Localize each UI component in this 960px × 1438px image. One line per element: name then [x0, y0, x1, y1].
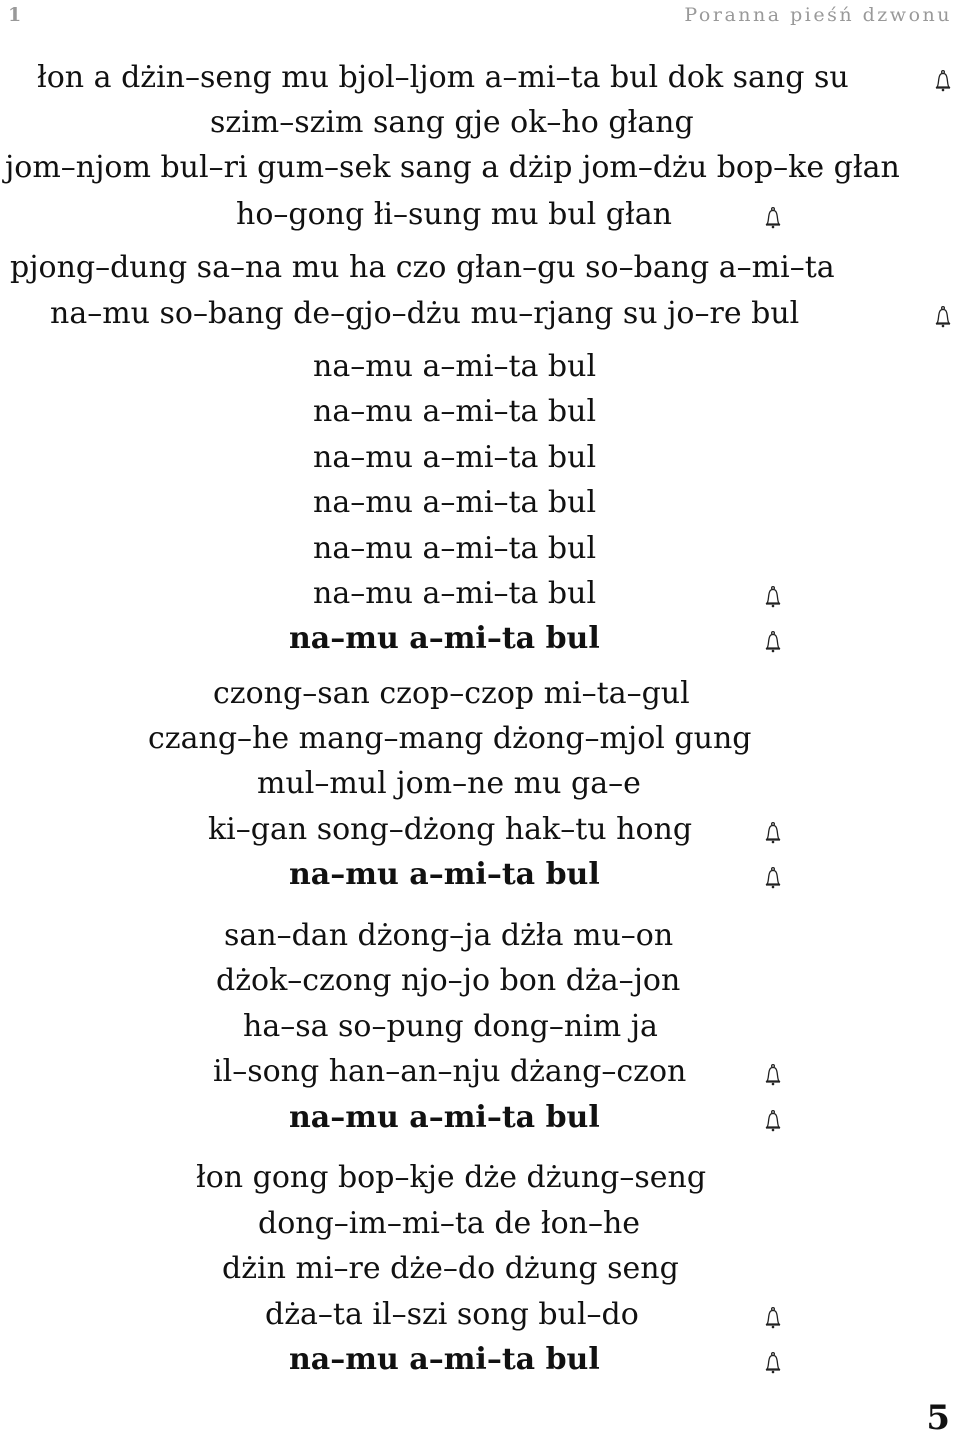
- verse-line: szim–szim sang gje ok–ho głang: [210, 105, 694, 140]
- verse-line: ho–gong łi–sung mu bul głan: [236, 197, 672, 232]
- verse-line: na–mu a–mi–ta bul: [313, 349, 597, 384]
- bell-icon: [932, 68, 954, 92]
- verse-line: il–song han–an–nju dżang–czon: [213, 1054, 687, 1089]
- running-title: Poranna pieśń dzwonu: [684, 4, 952, 26]
- verse-line: dża–ta il–szi song bul–do: [265, 1297, 639, 1332]
- verse-line: na–mu a–mi–ta bul: [313, 576, 597, 611]
- refrain-line: na–mu a–mi–ta bul: [289, 1342, 600, 1377]
- bell-icon: [762, 865, 784, 889]
- bell-icon: [762, 629, 784, 653]
- refrain-line: na–mu a–mi–ta bul: [289, 1100, 600, 1135]
- verse-line: na–mu so–bang de–gjo–dżu mu–rjang su jo–re bul: [50, 296, 800, 331]
- verse-line: na–mu a–mi–ta bul: [313, 440, 597, 475]
- verse-line: dżok–czong njo–jo bon dża–jon: [216, 963, 681, 998]
- verse-line: dżin mi–re dże–do dżung seng: [222, 1251, 679, 1286]
- verse-line: pjong–dung sa–na mu ha czo głan–gu so–bang a–mi–ta: [10, 250, 835, 285]
- refrain-line: na–mu a–mi–ta bul: [289, 857, 600, 892]
- verse-line: na–mu a–mi–ta bul: [313, 394, 597, 429]
- bell-icon: [762, 1305, 784, 1329]
- bell-icon: [762, 205, 784, 229]
- verse-line: łon a dżin–seng mu bjol–ljom a–mi–ta bul dok sang su: [37, 60, 849, 95]
- refrain-line: na–mu a–mi–ta bul: [289, 621, 600, 656]
- verse-line: ki–gan song–dżong hak–tu hong: [208, 812, 693, 847]
- verse-line: san–dan dżong–ja dżła mu–on: [224, 918, 674, 953]
- verse-line: dong–im–mi–ta de łon–he: [258, 1206, 641, 1241]
- bell-icon: [762, 820, 784, 844]
- bell-icon: [932, 304, 954, 328]
- bell-icon: [762, 1062, 784, 1086]
- verse-line: ha–sa so–pung dong–nim ja: [243, 1009, 658, 1044]
- bell-icon: [762, 584, 784, 608]
- verse-line: mul–mul jom–ne mu ga–e: [257, 766, 641, 801]
- verse-line: jom–njom bul–ri gum–sek sang a dżip jom–dżu bop–ke głan: [5, 150, 900, 185]
- bell-icon: [762, 1108, 784, 1132]
- verse-line: na–mu a–mi–ta bul: [313, 531, 597, 566]
- verse-line: łon gong bop–kje dże dżung–seng: [196, 1160, 707, 1195]
- verse-line: czang–he mang–mang dżong–mjol gung: [148, 721, 752, 756]
- verse-line: na–mu a–mi–ta bul: [313, 485, 597, 520]
- verse-line: czong–san czop–czop mi–ta–gul: [213, 676, 690, 711]
- bell-icon: [762, 1350, 784, 1374]
- page-number-bottom: 5: [926, 1398, 950, 1438]
- page-number-top: 1: [8, 4, 22, 26]
